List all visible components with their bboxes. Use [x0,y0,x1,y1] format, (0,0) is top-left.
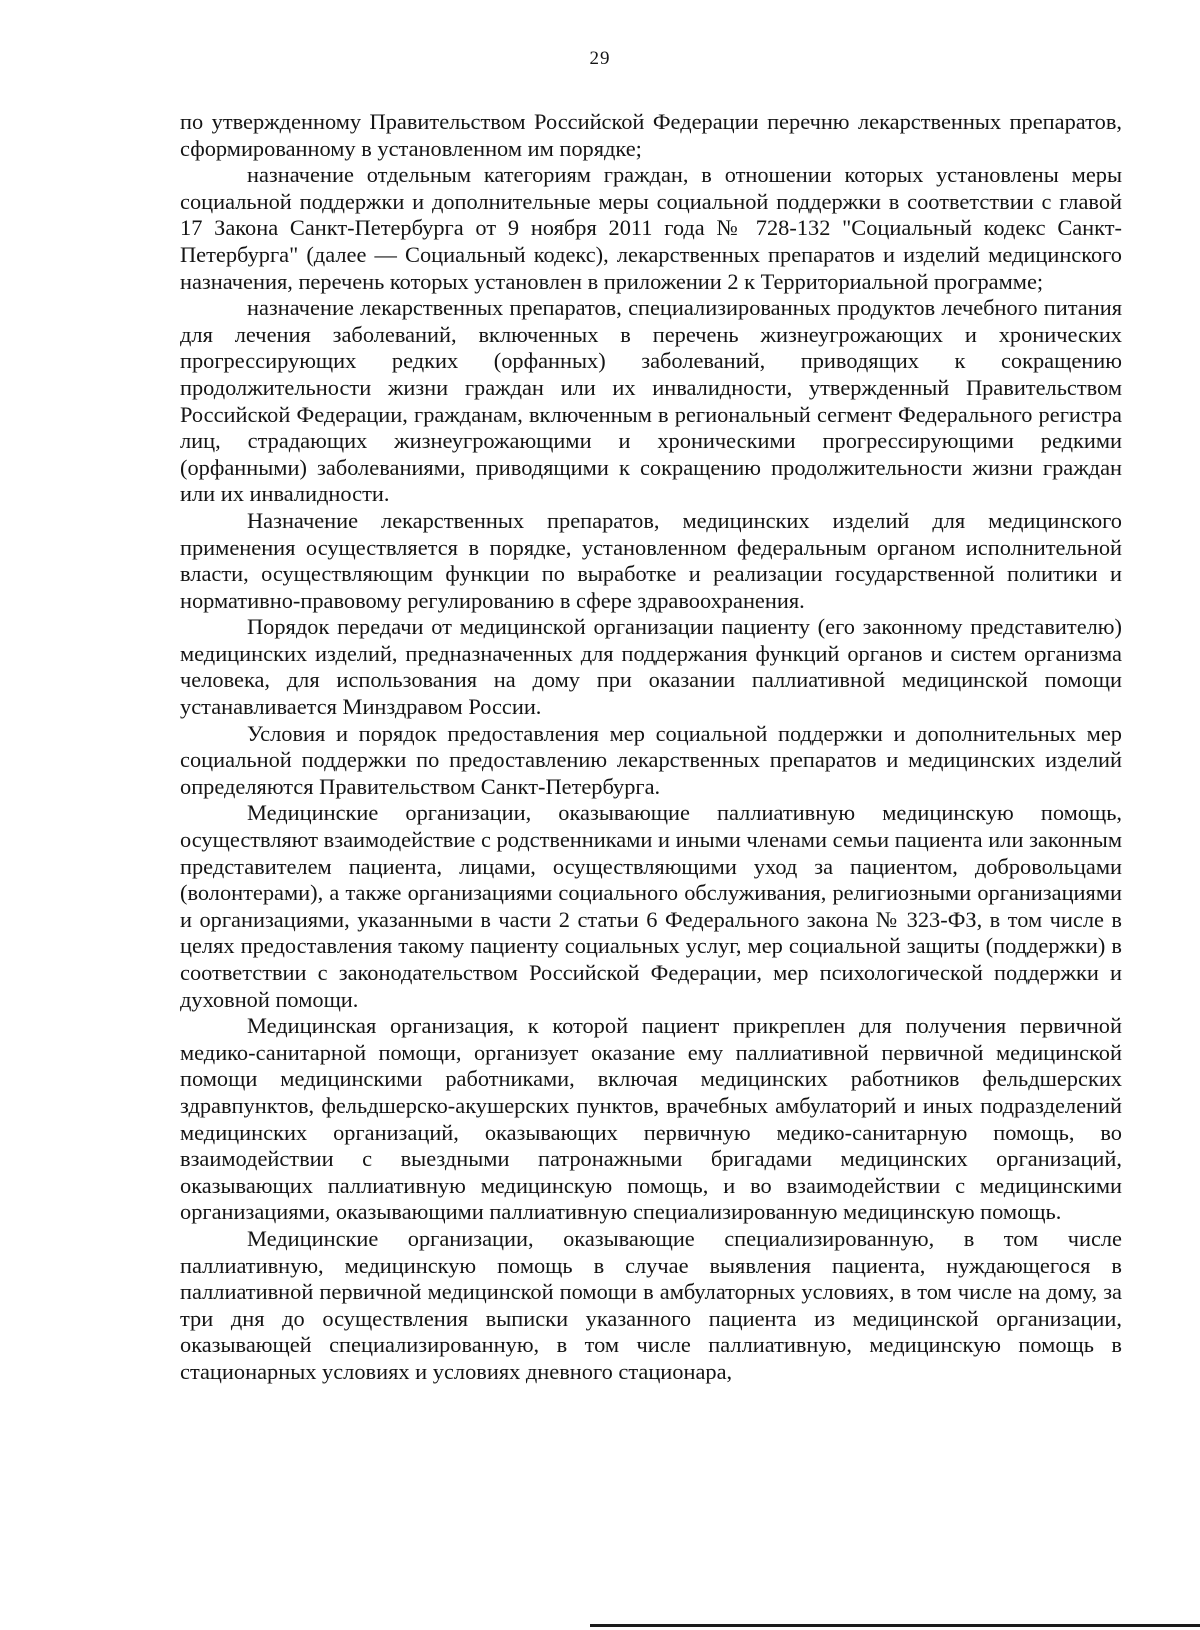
paragraph-6: Условия и порядок предоставления мер социальной поддержки и дополнительных мер социальной поддержки по предоставлению лекарственных препаратов и медицинских изделий определяются Правительством Санкт-Петербурга. [180,720,1122,799]
paragraph-4: Назначение лекарственных препаратов, медицинских изделий для медицинского применения осуществляется в порядке, установленном федеральным органом исполнительной власти, осуществляющим функции по выработке и реализации государственной политики и нормативно-правовому регулированию в сфере здравоохранения. [180,507,1122,613]
document-body [180,109,1122,1386]
paragraph-2: назначение отдельным категориям граждан, в отношении которых установлены меры социальной поддержки и дополнительные меры социальной поддержки в соответствии с главой 17 Закона Санкт-Петербурга от 9 ноября 2011 года № 728-132 "Социальный кодекс Санкт-Петербурга" (далее — Социальный кодекс), лекарственных препаратов и изделий медицинского назначения, перечень которых установлен в приложении 2 к Территориальной программе; [180,162,1122,294]
paragraph-1: по утвержденному Правительством Российской Федерации перечню лекарственных препаратов, сформированному в установленном им порядке; [180,109,1122,161]
paragraph-8: Медицинская организация, к которой пациент прикреплен для получения первичной медико-санитарной помощи, организует оказание ему паллиативной первичной медицинской помощи медицинскими работниками, включая медицинских работников фельдшерских здравпунктов, фельдшерско-акушерских пунктов, врачебных амбулаторий и иных подразделений медицинских организаций, оказывающих первичную медико-санитарную помощь, во взаимодействии с выездными патронажными бригадами медицинских организаций, оказывающих паллиативную медицинскую помощь, и во взаимодействии с медицинскими организациями, оказывающими паллиативную специализированную медицинскую помощь. [180,1013,1122,1225]
paragraph-7: Медицинские организации, оказывающие паллиативную медицинскую помощь, осуществляют взаимодействие с родственниками и иными членами семьи пациента или законным представителем пациента, лицами, осуществляющими уход за пациентом, добровольцами (волонтерами), а также организациями социального обслуживания, религиозными организациями и организациями, указанными в части 2 статьи 6 Федерального закона № 323-ФЗ, в том числе в целях предоставления такому пациенту социальных услуг, мер социальной защиты (поддержки) в соответствии с законодательством Российской Федерации, мер психологической поддержки и духовной помощи. [180,800,1122,1012]
scan-bottom-edge [590,1624,1200,1627]
paragraph-3: назначение лекарственных препаратов, специализированных продуктов лечебного питания для лечения заболеваний, включенных в перечень жизнеугрожающих и хронических прогрессирующих редких (орфанных) заболеваний, приводящих к сокращению продолжительности жизни граждан или их инвалидности, утвержденный Правительством Российской Федерации, гражданам, включенным в региональный сегмент Федерального регистра лиц, страдающих жизнеугрожающими и хроническими прогрессирующими редкими (орфанными) заболеваниями, приводящими к сокращению продолжительности жизни граждан или их инвалидности. [180,295,1122,507]
paragraph-9: Медицинские организации, оказывающие специализированную, в том числе паллиативную, медицинскую помощь в случае выявления пациента, нуждающегося в паллиативной первичной медицинской помощи в амбулаторных условиях, в том числе на дому, за три дня до осуществления выписки указанного пациента из медицинской организации, оказывающей специализированную, в том числе паллиативную, медицинскую помощь в стационарных условиях и условиях дневного стационара, [180,1225,1122,1384]
page-number: 29 [589,48,611,69]
paragraph-5: Порядок передачи от медицинской организации пациенту (его законному представителю) медицинских изделий, предназначенных для поддержания функций органов и систем организма человека, для использования на дому при оказании паллиативной медицинской помощи устанавливается Минздравом России. [180,614,1122,720]
